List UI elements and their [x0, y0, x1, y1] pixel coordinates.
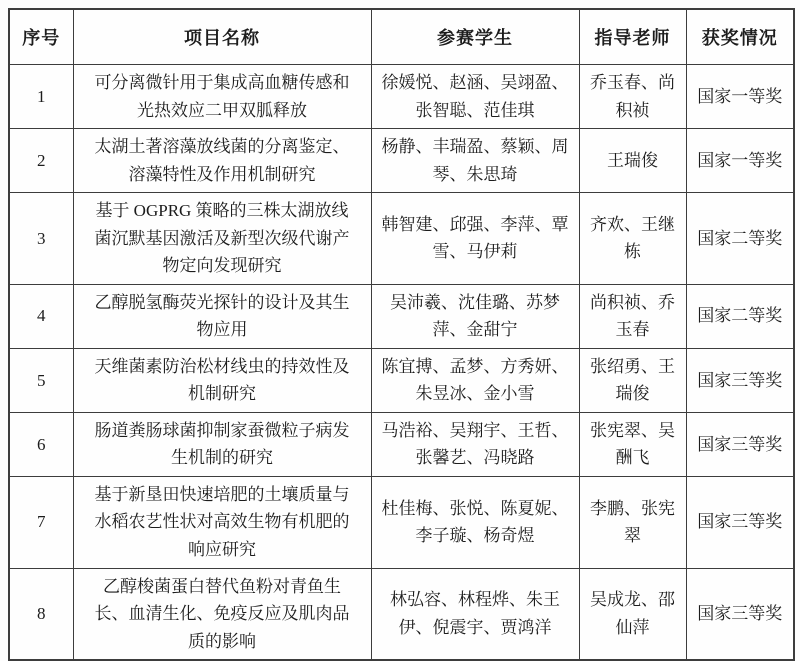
- header-row: [9, 9, 794, 65]
- cell-students: 林弘容、林程烨、朱王伊、倪震宇、贾鸿洋: [371, 568, 579, 660]
- cell-number: 1: [9, 65, 73, 129]
- cell-number: 2: [9, 129, 73, 193]
- cell-teachers: 张宪翠、吴酬飞: [579, 412, 686, 476]
- cell-number: 8: [9, 568, 73, 660]
- cell-award: 国家三等奖: [686, 348, 794, 412]
- cell-students: 杨静、丰瑞盈、蔡颖、周琴、朱思琦: [371, 129, 579, 193]
- cell-students: 杜佳梅、张悦、陈夏妮、李子璇、杨奇煜: [371, 476, 579, 568]
- cell-award: 国家三等奖: [686, 476, 794, 568]
- cell-number: 5: [9, 348, 73, 412]
- cell-number: 4: [9, 284, 73, 348]
- cell-award: 国家二等奖: [686, 284, 794, 348]
- header-number: 序号: [9, 9, 73, 65]
- header-teachers: 指导老师: [579, 9, 686, 65]
- cell-project-name: 基于 OGPRG 策略的三株太湖放线菌沉默基因激活及新型次级代谢产物定向发现研究: [73, 193, 371, 285]
- cell-project-name: 天维菌素防治松材线虫的持效性及机制研究: [73, 348, 371, 412]
- cell-students: 吴沛羲、沈佳璐、苏梦萍、金甜宁: [371, 284, 579, 348]
- table-row: [9, 348, 794, 412]
- header-students: 参赛学生: [371, 9, 579, 65]
- cell-award: 国家二等奖: [686, 193, 794, 285]
- cell-teachers: 尚积祯、乔玉春: [579, 284, 686, 348]
- cell-project-name: 乙醇梭菌蛋白替代鱼粉对青鱼生长、血清生化、免疫反应及肌肉品质的影响: [73, 568, 371, 660]
- table-row: [9, 568, 794, 660]
- table-row: [9, 412, 794, 476]
- table-row: [9, 284, 794, 348]
- cell-students: 韩智建、邱强、李萍、覃雪、马伊莉: [371, 193, 579, 285]
- table-row: [9, 193, 794, 285]
- cell-award: 国家一等奖: [686, 65, 794, 129]
- awards-table: [8, 8, 795, 661]
- cell-project-name: 基于新垦田快速培肥的土壤质量与水稻农艺性状对高效生物有机肥的响应研究: [73, 476, 371, 568]
- cell-teachers: 齐欢、王继栋: [579, 193, 686, 285]
- cell-project-name: 乙醇脱氢酶荧光探针的设计及其生物应用: [73, 284, 371, 348]
- cell-number: 3: [9, 193, 73, 285]
- table-row: [9, 129, 794, 193]
- cell-teachers: 吴成龙、邵仙萍: [579, 568, 686, 660]
- cell-number: 6: [9, 412, 73, 476]
- cell-teachers: 张绍勇、王瑞俊: [579, 348, 686, 412]
- cell-teachers: 乔玉春、尚积祯: [579, 65, 686, 129]
- cell-project-name: 肠道粪肠球菌抑制家蚕微粒子病发生机制的研究: [73, 412, 371, 476]
- cell-students: 徐媛悦、赵涵、吴翊盈、张智聪、范佳琪: [371, 65, 579, 129]
- table-row: [9, 476, 794, 568]
- cell-award: 国家三等奖: [686, 412, 794, 476]
- cell-students: 陈宜搏、孟梦、方秀妍、朱昱冰、金小雪: [371, 348, 579, 412]
- cell-teachers: 王瑞俊: [579, 129, 686, 193]
- cell-award: 国家三等奖: [686, 568, 794, 660]
- cell-number: 7: [9, 476, 73, 568]
- cell-teachers: 李鹏、张宪翠: [579, 476, 686, 568]
- table-row: [9, 65, 794, 129]
- cell-award: 国家一等奖: [686, 129, 794, 193]
- cell-project-name: 太湖土著溶藻放线菌的分离鉴定、溶藻特性及作用机制研究: [73, 129, 371, 193]
- cell-students: 马浩裕、吴翔宇、王哲、张馨艺、冯晓路: [371, 412, 579, 476]
- header-project-name: 项目名称: [73, 9, 371, 65]
- header-award: 获奖情况: [686, 9, 794, 65]
- cell-project-name: 可分离微针用于集成高血糖传感和光热效应二甲双胍释放: [73, 65, 371, 129]
